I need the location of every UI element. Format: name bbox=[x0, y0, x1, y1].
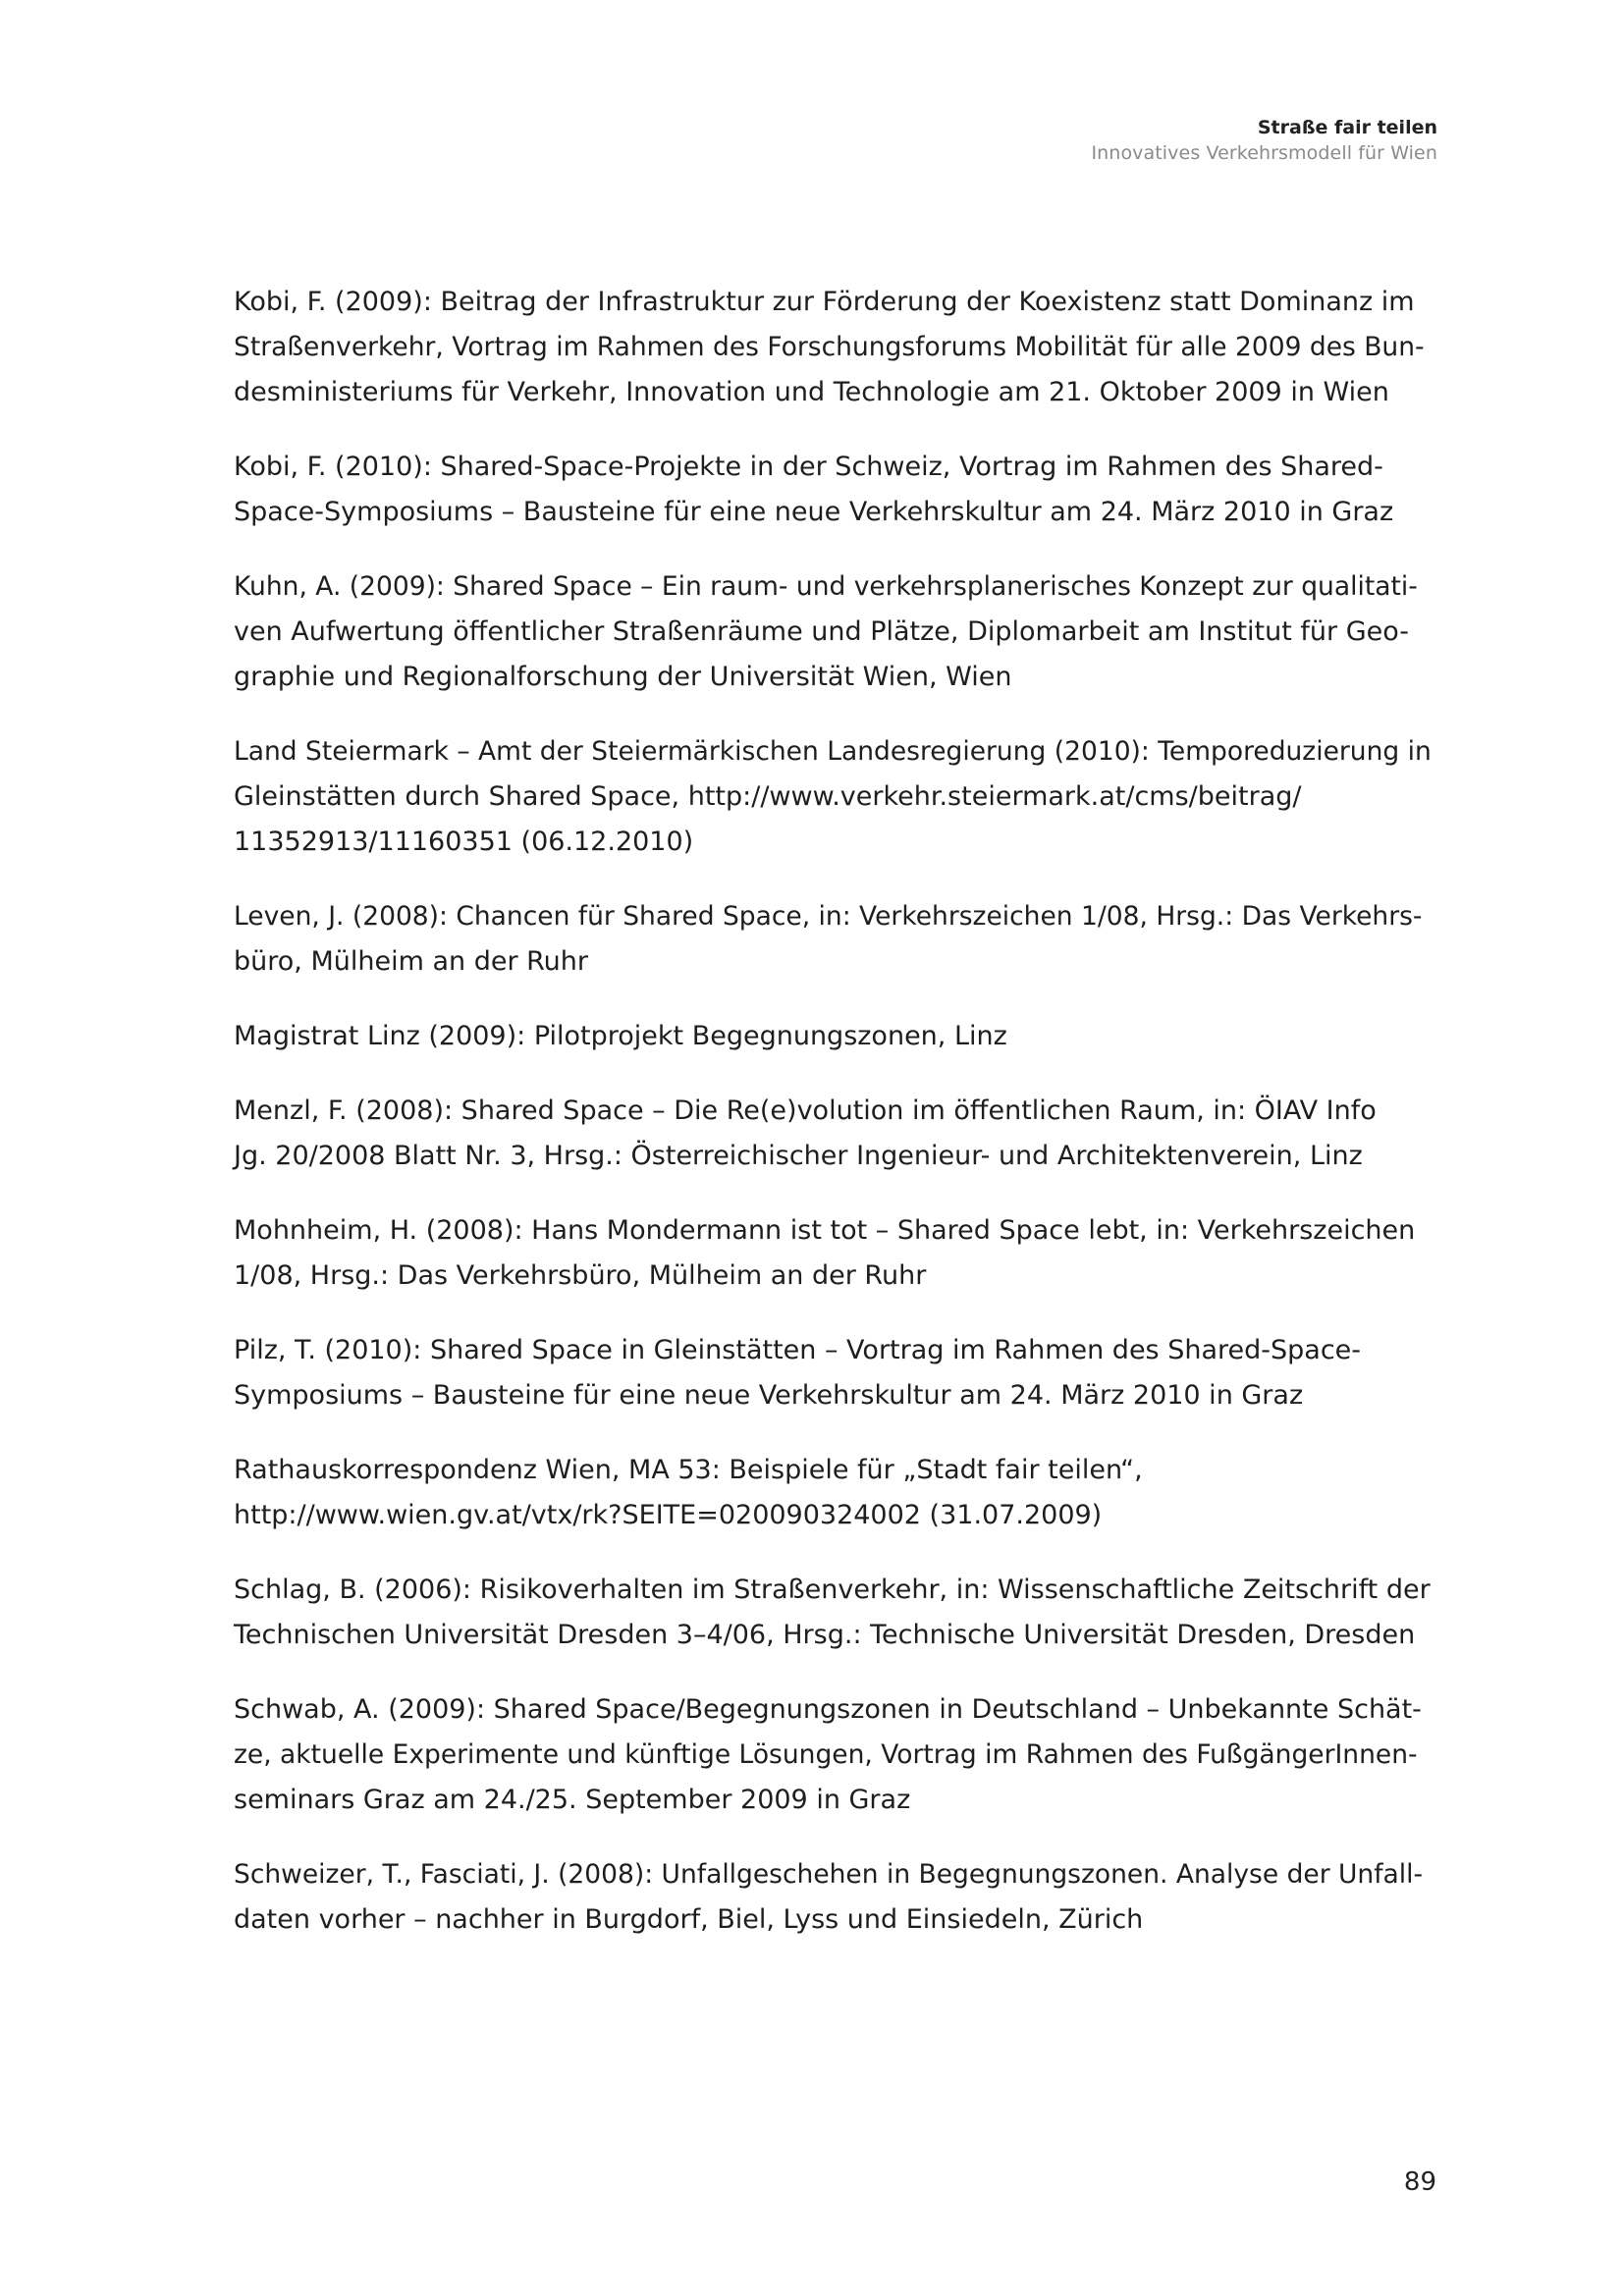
reference-line: Schlag, B. (2006): Risikoverhalten im Straßenverkehr, in: Wissenschaftliche Zeitschrift der bbox=[234, 1575, 1431, 1605]
reference-line: Kobi, F. (2010): Shared-Space-Projekte in der Schweiz, Vortrag im Rahmen des Shared- bbox=[234, 452, 1383, 482]
header-title: Straße fair teilen bbox=[1257, 117, 1437, 138]
reference-line: Menzl, F. (2008): Shared Space – Die Re(e)volution im öffentlichen Raum, in: ÖIAV Info bbox=[234, 1095, 1377, 1126]
reference-line: daten vorher – nachher in Burgdorf, Biel, Lyss und Einsiedeln, Zürich bbox=[234, 1904, 1144, 1935]
reference-line: ven Aufwertung öffentlicher Straßenräume und Plätze, Diplomarbeit am Institut für Geo- bbox=[234, 616, 1410, 647]
reference-line: Leven, J. (2008): Chancen für Shared Space, in: Verkehrszeichen 1/08, Hrsg.: Das Verkehrs- bbox=[234, 901, 1423, 932]
reference-entry bbox=[234, 1448, 1434, 1538]
reference-entry bbox=[234, 1687, 1434, 1823]
reference-line: Kobi, F. (2009): Beitrag der Infrastruktur zur Förderung der Koexistenz statt Dominanz im bbox=[234, 287, 1415, 317]
reference-line: Symposiums – Bausteine für eine neue Verkehrskultur am 24. März 2010 in Graz bbox=[234, 1380, 1304, 1411]
reference-line: Schwab, A. (2009): Shared Space/Begegnungszonen in Deutschland – Unbekannte Schät- bbox=[234, 1694, 1422, 1725]
reference-entry bbox=[234, 280, 1434, 415]
reference-line: büro, Mülheim an der Ruhr bbox=[234, 946, 589, 977]
reference-line: Schweizer, T., Fasciati, J. (2008): Unfallgeschehen in Begegnungszonen. Analyse der Unfall- bbox=[234, 1859, 1424, 1890]
reference-entry bbox=[234, 445, 1434, 535]
reference-line: Technischen Universität Dresden 3–4/06, Hrsg.: Technische Universität Dresden, Dresden bbox=[234, 1620, 1416, 1650]
reference-line: Land Steiermark – Amt der Steiermärkischen Landesregierung (2010): Temporeduzierung in bbox=[234, 736, 1432, 767]
reference-entry bbox=[234, 1014, 1434, 1059]
page-number: 89 bbox=[1403, 2167, 1436, 2197]
reference-line: Magistrat Linz (2009): Pilotprojekt Begegnungszonen, Linz bbox=[234, 1021, 1007, 1051]
reference-line: Straßenverkehr, Vortrag im Rahmen des Forschungsforums Mobilität für alle 2009 des Bun- bbox=[234, 332, 1425, 362]
reference-line: Mohnheim, H. (2008): Hans Mondermann ist tot – Shared Space lebt, in: Verkehrszeichen bbox=[234, 1215, 1416, 1246]
reference-line: Kuhn, A. (2009): Shared Space – Ein raum- und verkehrsplanerisches Konzept zur qualitati- bbox=[234, 571, 1418, 602]
reference-entry bbox=[234, 1328, 1434, 1418]
reference-entry bbox=[234, 1852, 1434, 1943]
reference-list bbox=[234, 280, 1434, 1972]
header-subtitle: Innovatives Verkehrsmodell für Wien bbox=[1091, 142, 1437, 164]
reference-line: Rathauskorrespondenz Wien, MA 53: Beispiele für „Stadt fair teilen“, bbox=[234, 1455, 1143, 1485]
reference-line: seminars Graz am 24./25. September 2009 in Graz bbox=[234, 1785, 911, 1815]
reference-line: Pilz, T. (2010): Shared Space in Gleinstätten – Vortrag im Rahmen des Shared-Space- bbox=[234, 1335, 1362, 1365]
reference-line: 11352913/11160351 (06.12.2010) bbox=[234, 827, 694, 857]
reference-line: 1/08, Hrsg.: Das Verkehrsbüro, Mülheim an der Ruhr bbox=[234, 1260, 927, 1291]
reference-entry bbox=[234, 564, 1434, 700]
running-header bbox=[1091, 115, 1437, 166]
reference-entry bbox=[234, 894, 1434, 985]
reference-line: Space-Symposiums – Bausteine für eine neue Verkehrskultur am 24. März 2010 in Graz bbox=[234, 497, 1394, 527]
reference-line: Jg. 20/2008 Blatt Nr. 3, Hrsg.: Österreichischer Ingenieur- und Architektenverein, Linz bbox=[234, 1141, 1363, 1171]
reference-entry bbox=[234, 1208, 1434, 1299]
reference-line: Gleinstätten durch Shared Space, http://www.verkehr.steiermark.at/cms/beitrag/ bbox=[234, 781, 1302, 812]
reference-entry bbox=[234, 1568, 1434, 1658]
reference-line: ze, aktuelle Experimente und künftige Lösungen, Vortrag im Rahmen des FußgängerInnen- bbox=[234, 1739, 1418, 1770]
reference-line: desministeriums für Verkehr, Innovation und Technologie am 21. Oktober 2009 in Wien bbox=[234, 377, 1389, 407]
reference-entry bbox=[234, 1089, 1434, 1179]
reference-entry bbox=[234, 729, 1434, 865]
reference-line: graphie und Regionalforschung der Universität Wien, Wien bbox=[234, 662, 1012, 692]
reference-line: http://www.wien.gv.at/vtx/rk?SEITE=020090324002 (31.07.2009) bbox=[234, 1500, 1103, 1530]
